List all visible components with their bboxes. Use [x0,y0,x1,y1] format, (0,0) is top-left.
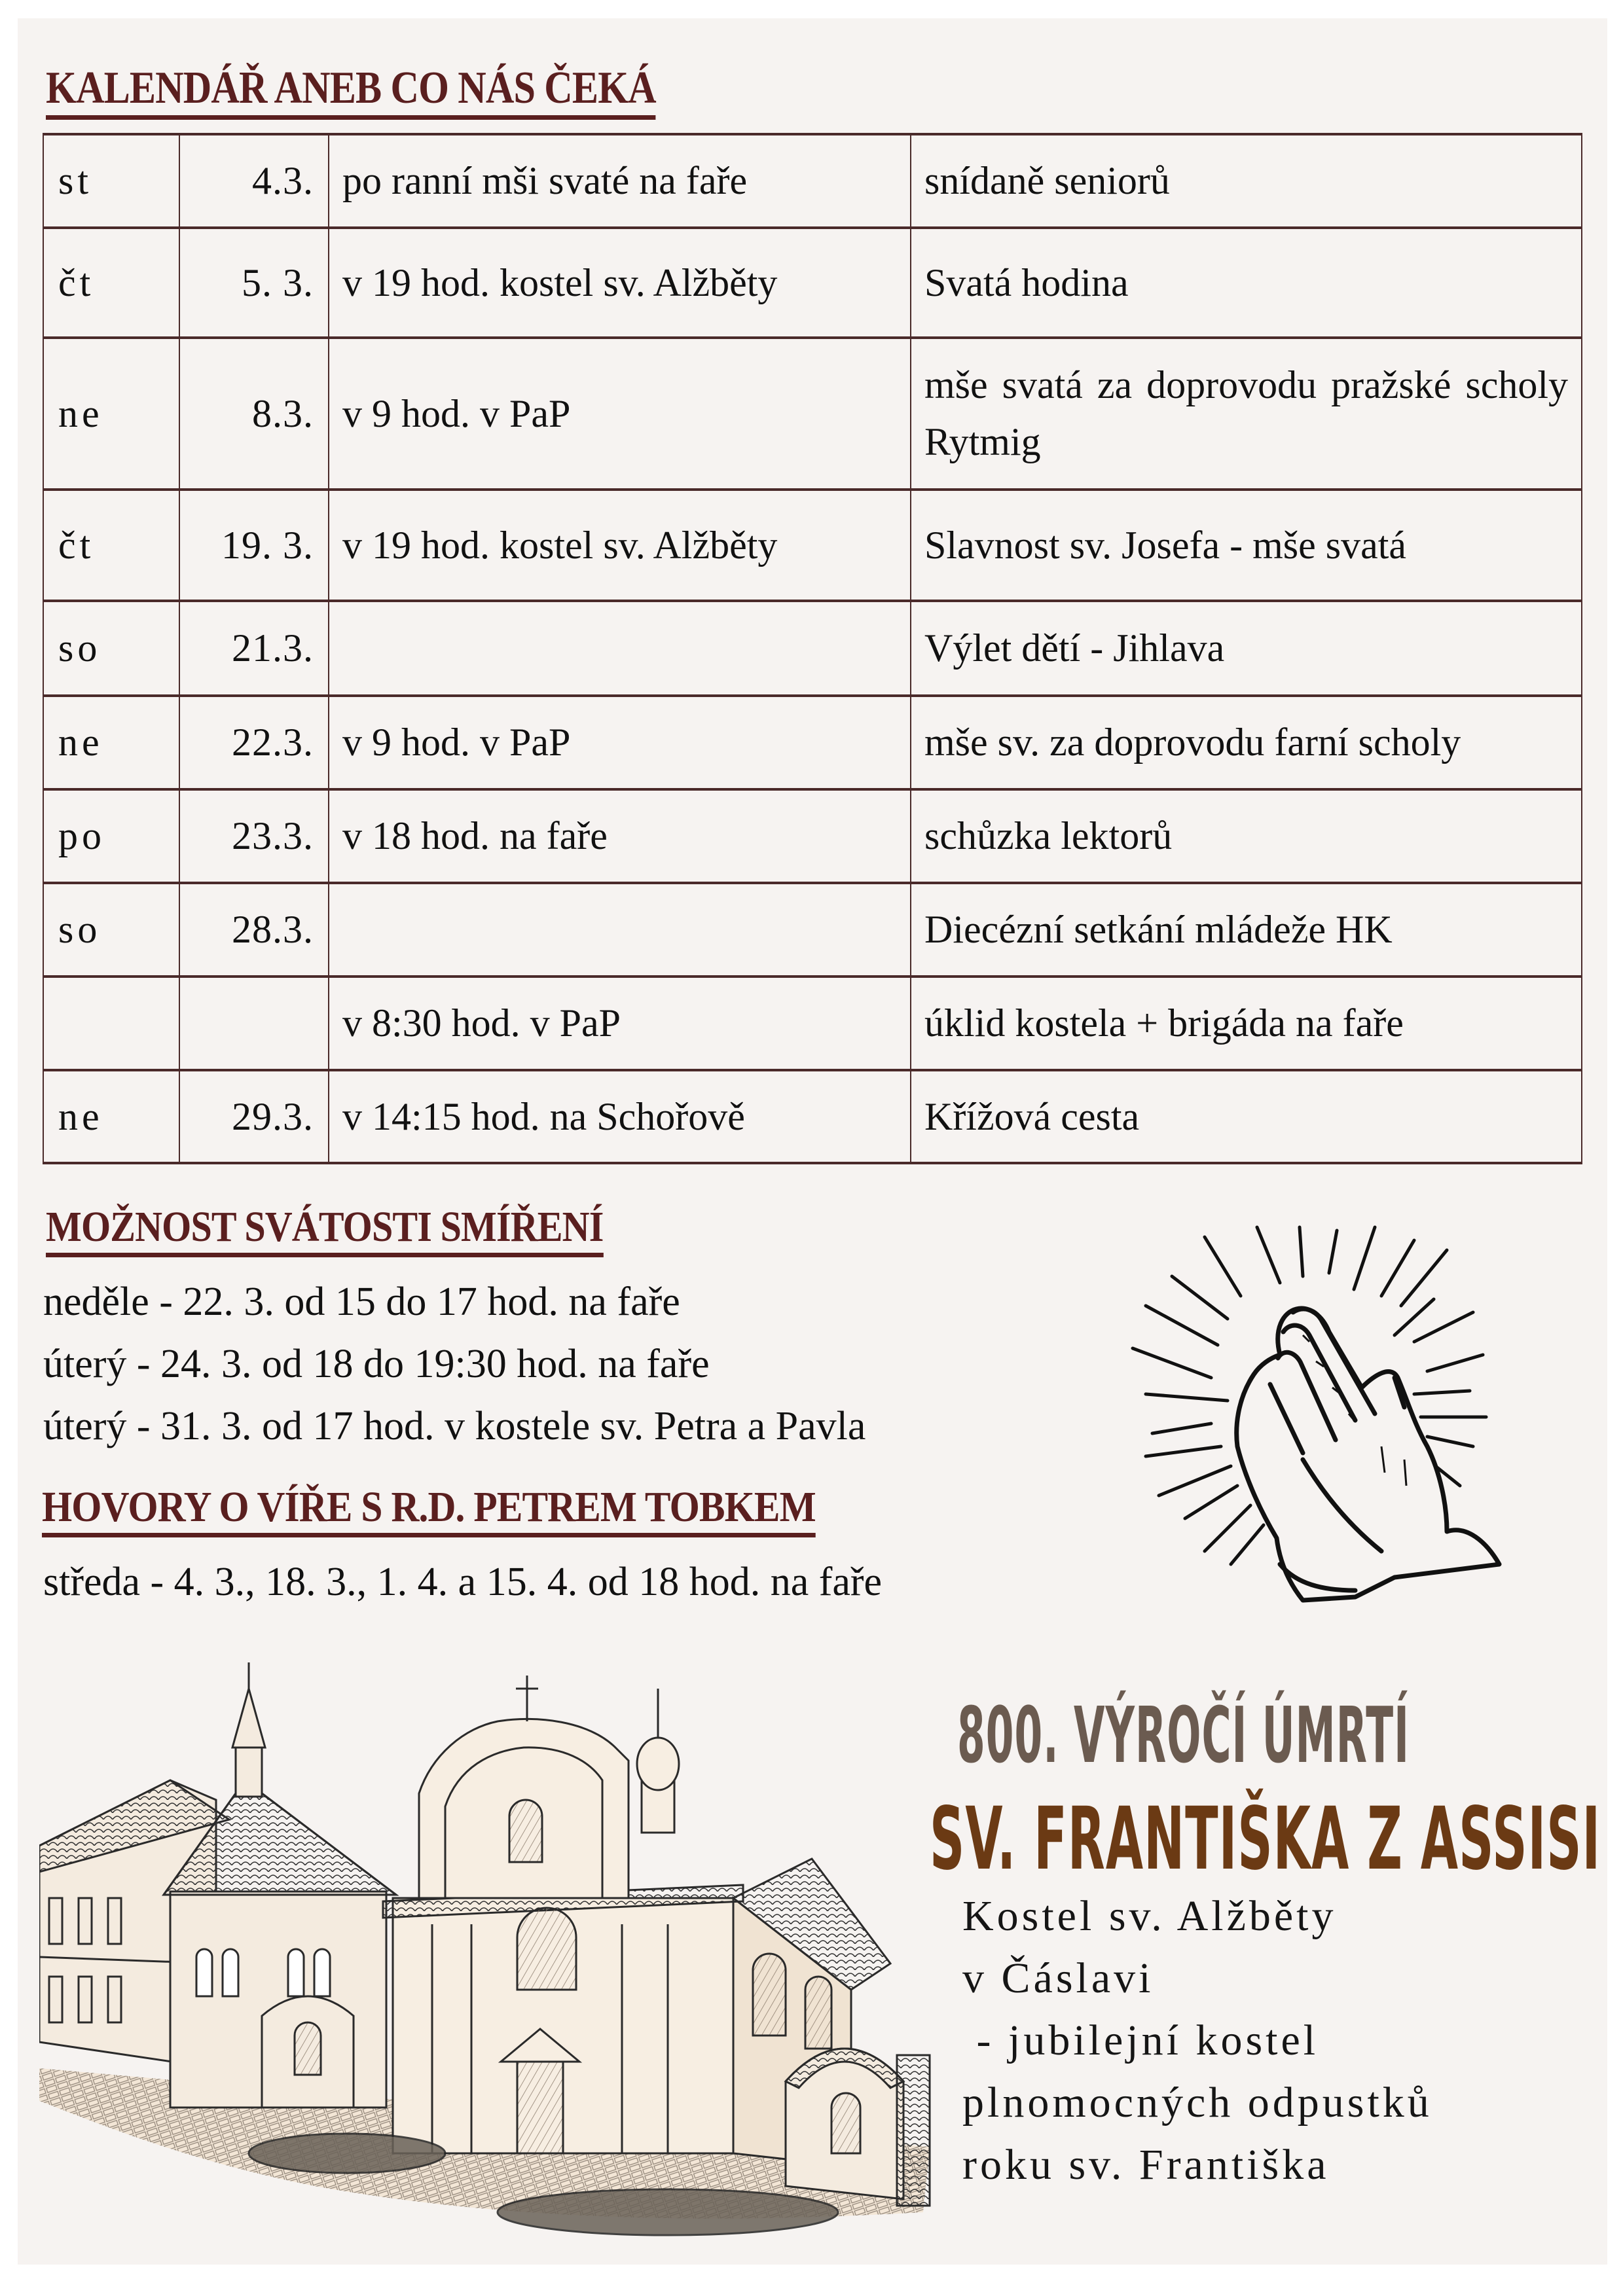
date-cell: 23.3. [179,789,329,883]
day-cell: ne [43,1070,179,1163]
place-cell: po ranní mši svaté na faře [329,134,911,228]
anniversary-line1: 800. VÝROČÍ ÚMRTÍ [957,1690,1410,1780]
table-row [43,789,1582,883]
day-cell [43,977,179,1070]
talks-title: HOVORY O VÍŘE S R.D. PETREM TOBKEM [42,1483,816,1531]
table-row [43,338,1582,490]
heading-underline [42,1533,816,1537]
place-cell: v 14:15 hod. na Schořově [329,1070,911,1163]
date-cell: 8.3. [179,338,329,490]
church-illustration [39,1649,936,2238]
calendar-table [43,133,1582,1164]
table-row [43,977,1582,1070]
event-cell: Svatá hodina [911,228,1582,338]
place-cell [329,883,911,977]
day-cell: po [43,789,179,883]
confession-line: úterý - 24. 3. od 18 do 19:30 hod. na faře [43,1342,710,1386]
place-cell [329,601,911,696]
day-cell: so [43,883,179,977]
date-cell [179,977,329,1070]
date-cell: 19. 3. [179,490,329,601]
anniversary-text: - jubilejní kostel [962,2017,1319,2064]
place-cell: v 8:30 hod. v PaP [329,977,911,1070]
heading-underline [46,115,656,120]
event-cell: snídaně seniorů [911,134,1582,228]
day-cell: so [43,601,179,696]
table-row [43,490,1582,601]
confession-line: neděle - 22. 3. od 15 do 17 hod. na faře [43,1280,680,1324]
event-cell: Křížová cesta [911,1070,1582,1163]
date-cell: 28.3. [179,883,329,977]
table-row [43,1070,1582,1163]
table-row [43,696,1582,789]
calendar-heading [46,65,656,120]
confession-title: MOŽNOST SVÁTOSTI SMÍŘENÍ [46,1203,604,1251]
confession-line: úterý - 31. 3. od 17 hod. v kostele sv. Petra a Pavla [43,1404,866,1448]
day-cell: ne [43,338,179,490]
table-row [43,601,1582,696]
praying-hands-icon [1106,1198,1512,1604]
date-cell: 29.3. [179,1070,329,1163]
date-cell: 5. 3. [179,228,329,338]
place-cell: v 19 hod. kostel sv. Alžběty [329,490,911,601]
place-cell: v 9 hod. v PaP [329,338,911,490]
anniversary-text: v Čáslavi [962,1954,1154,2002]
anniversary-text: plnomocných odpustků [962,2079,1432,2126]
table-row [43,228,1582,338]
event-cell: Slavnost sv. Josefa - mše svatá [911,490,1582,601]
event-cell: Diecézní setkání mládeže HK [911,883,1582,977]
event-cell: úklid kostela + brigáda na faře [911,977,1582,1070]
heading-underline [46,1253,603,1257]
event-cell: mše svatá za doprovodu pražské scholy Rytmig [911,338,1582,490]
place-cell: v 18 hod. na faře [329,789,911,883]
confession-heading [46,1203,604,1257]
anniversary-text: Kostel sv. Alžběty [962,1892,1337,1940]
anniversary-text: roku sv. Františka [962,2141,1330,2189]
day-cell: ne [43,696,179,789]
talks-heading [42,1483,816,1537]
anniversary-line2: SV. FRANTIŠKA Z ASSISI [930,1789,1601,1890]
table-row [43,134,1582,228]
place-cell: v 9 hod. v PaP [329,696,911,789]
day-cell: čt [43,490,179,601]
event-cell: schůzka lektorů [911,789,1582,883]
day-cell: st [43,134,179,228]
date-cell: 22.3. [179,696,329,789]
date-cell: 21.3. [179,601,329,696]
talks-line: středa - 4. 3., 18. 3., 1. 4. a 15. 4. od 18 hod. na faře [43,1560,883,1604]
calendar-title: KALENDÁŘ ANEB CO NÁS ČEKÁ [46,63,656,113]
date-cell: 4.3. [179,134,329,228]
table-row [43,883,1582,977]
event-cell: Výlet dětí - Jihlava [911,601,1582,696]
day-cell: čt [43,228,179,338]
event-cell: mše sv. za doprovodu farní scholy [911,696,1582,789]
place-cell: v 19 hod. kostel sv. Alžběty [329,228,911,338]
